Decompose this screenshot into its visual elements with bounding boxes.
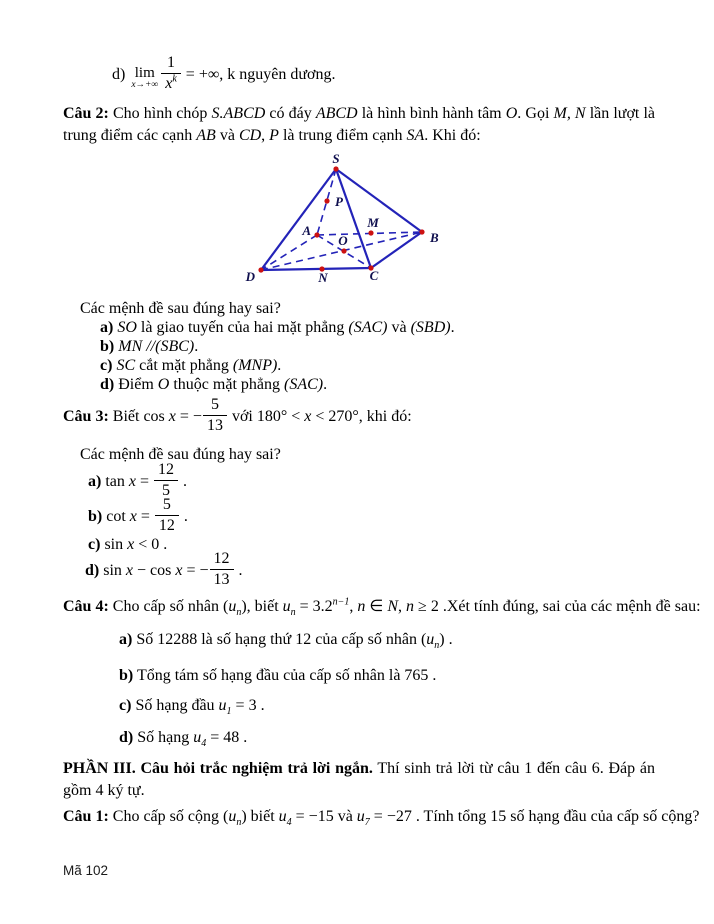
question-2-statement-a: a) SO là giao tuyến của hai mặt phẳng (SAC) và (SBD). (100, 319, 455, 336)
part-3-header: PHẦN III. Câu hỏi trắc nghiệm trả lời ngắn. Thí sinh trả lời từ câu 1 đến câu 6. Đáp án gồm 4 ký tự. (63, 760, 655, 799)
page-code-footer: Mã 102 (63, 863, 109, 878)
question-2-text: Câu 2: Cho hình chóp S.ABCD có đáy ABCD là hình bình hành tâm O. Gọi M, N lần lượt là trung điểm các cạnh AB và CD, P là trung điểm cạnh SA. Khi đó: (63, 105, 656, 144)
question-3-text: Câu 3: Biết cos x = − $\frac{5}{13}$ với 180° < x < 270°, khi đó: (63, 396, 412, 434)
svg-text:S: S (332, 151, 340, 166)
svg-text:C: C (369, 268, 379, 283)
svg-text:P: P (335, 194, 343, 209)
question-4-statement-a: a) Số 12288 là số hạng thứ 12 của cấp số nhân $(u_n)$ . (119, 631, 453, 652)
question-3-prompt: Các mệnh đề sau đúng hay sai? (80, 446, 281, 463)
question-2-statement-b: b) MN //(SBC). (100, 338, 199, 355)
question-2-prompt: Các mệnh đề sau đúng hay sai? (80, 300, 281, 317)
question-3-statement-b: b) cot x = $\frac{5}{12}$ . (88, 496, 188, 534)
question-3-statement-c: c) sin x < 0 . (88, 536, 168, 553)
svg-text:O: O (338, 233, 348, 248)
question-2-statement-c: c) SC cắt mặt phẳng (MNP). (100, 357, 282, 374)
svg-text:N: N (318, 270, 328, 285)
pyramid-figure (235, 150, 465, 295)
question-4-statement-d: d) Số hạng $u_4 = 48$ . (119, 729, 248, 750)
svg-text:A: A (302, 223, 311, 238)
question-3-statement-a: a) tan x = $\frac{12}{5}$ . (88, 461, 188, 499)
question-3-statement-d: d) sin x − cos x = − $\frac{12}{13}$ . (85, 550, 243, 588)
question-4-statement-c: c) Số hạng đầu $u_1 = 3$ . (119, 697, 265, 718)
question-1-text: Câu 1: Cho cấp số cộng $(u_n)$ biết $u_4 = -15$ và $u_7 = -27$ . Tính tổng 15 số hạng đầu của cấp số cộng? (63, 808, 700, 829)
svg-text:D: D (245, 269, 255, 284)
question-4-text: Câu 4: Cho cấp số nhân $(u_n)$, biết $u_n = 3.2^{n-1}$, n ∈ N, n ≥ 2 .Xét tính đúng, sai của các mệnh đề sau: (63, 596, 701, 619)
limit-statement-d: d) lim x→+∞ $\frac{1}{x^k}$ = +∞, k nguyên dương. (112, 54, 336, 92)
question-4-statement-b: b) Tổng tám số hạng đầu của cấp số nhân là 765 . (119, 667, 437, 684)
question-2-statement-d: d) Điểm O thuộc mặt phẳng (SAC). (100, 376, 328, 393)
svg-text:M: M (367, 215, 379, 230)
svg-text:B: B (430, 230, 439, 245)
